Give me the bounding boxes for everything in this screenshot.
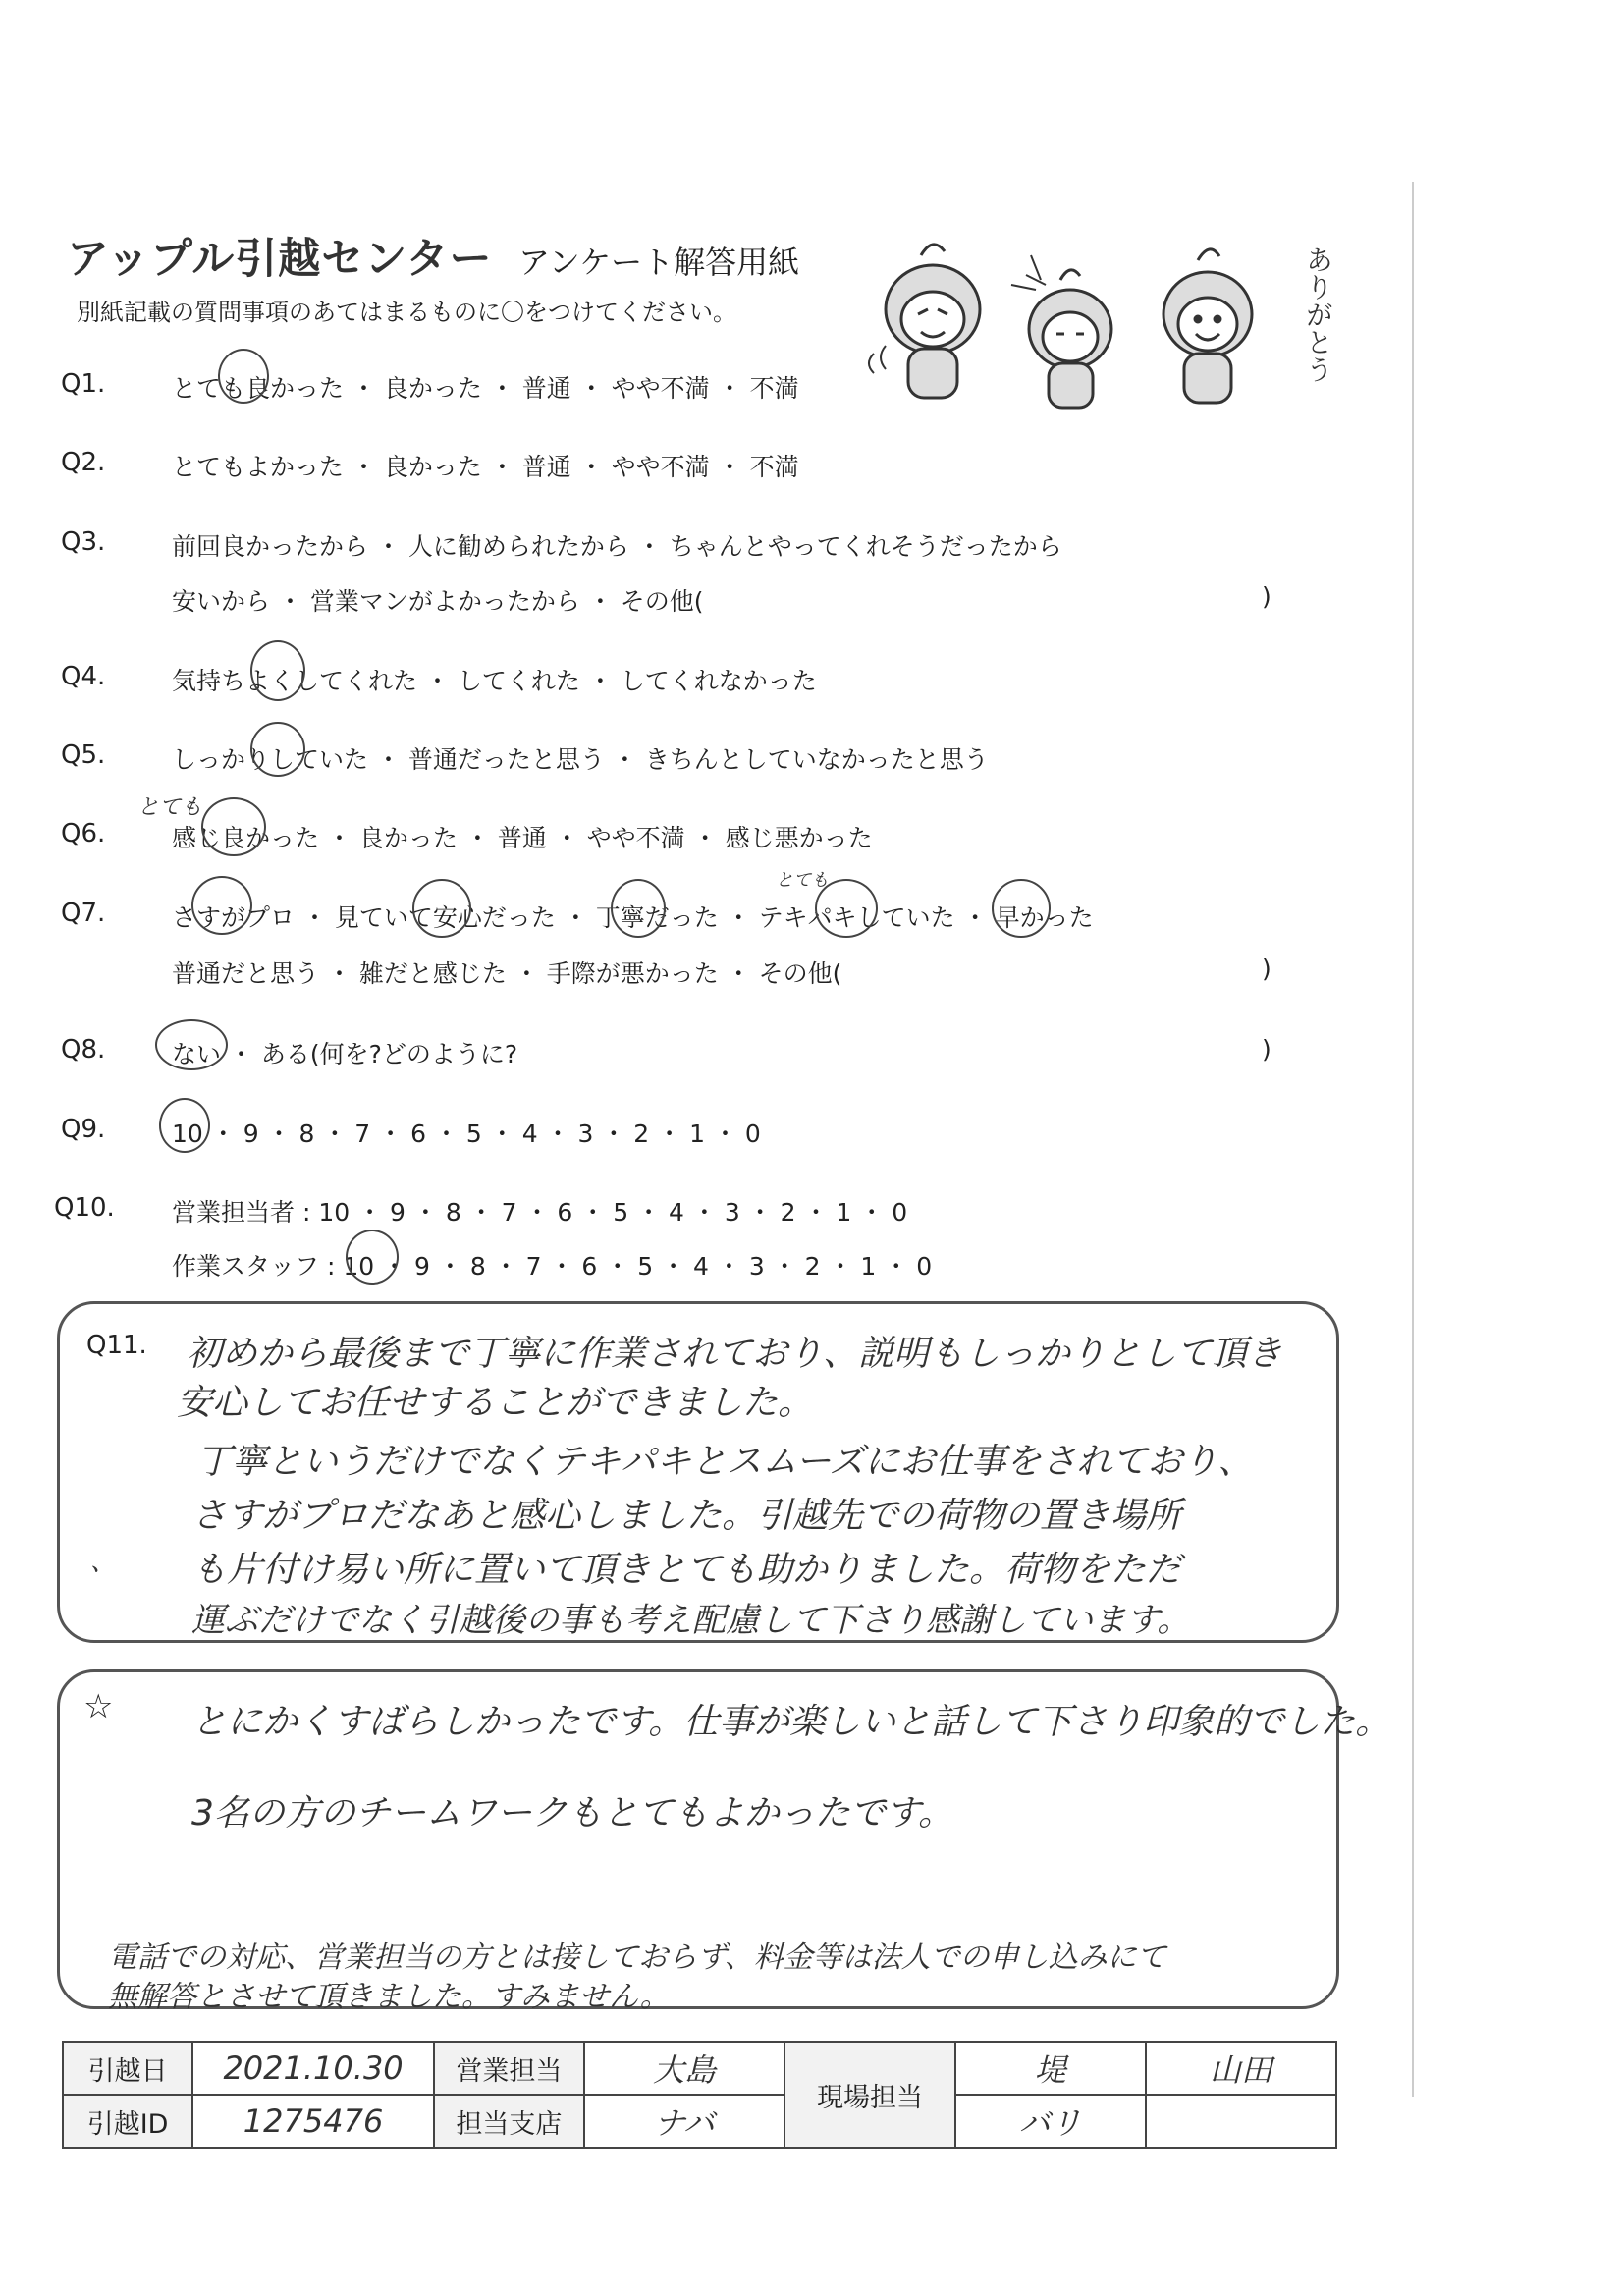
q3-label: Q3. [61, 527, 106, 557]
q11-line-4: さすがプロだなあと感心しました。引越先での荷物の置き場所 [191, 1496, 1182, 1536]
q9-options: 10 ・ 9 ・ 8 ・ 7 ・ 6 ・ 5 ・ 4 ・ 3 ・ 2 ・ 1 ・ 0 [172, 1120, 761, 1148]
site-value-empty [1146, 2095, 1336, 2148]
q7-handwritten-note: とても [776, 870, 829, 891]
q10-staff-options: 作業スタッフ : 10 ・ 9 ・ 8 ・ 7 ・ 6 ・ 5 ・ 4 ・ 3 ・ 2 ・ 1 ・ 0 [172, 1252, 933, 1281]
q3-close-paren: ) [1262, 582, 1271, 611]
sales-label: 営業担当 [434, 2042, 584, 2095]
q7-selection-mark-5 [992, 879, 1051, 938]
q8-options: ない ・ ある(何を?どのように? [172, 1040, 518, 1068]
q7-options-line2: 普通だと思う ・ 雑だと感じた ・ 手際が悪かった ・ その他( [172, 959, 842, 988]
q11-line-2: 安心してお任せすることができました。 [177, 1383, 814, 1423]
q3-options-line1: 前回良かったから ・ 人に勧められたから ・ ちゃんとやってくれそうだったから [172, 532, 1062, 561]
q8-label: Q8. [61, 1035, 106, 1065]
q6-options: 感じ良かった ・ 良かった ・ 普通 ・ やや不満 ・ 感じ悪かった [172, 824, 873, 852]
q6-selection-mark [201, 797, 266, 856]
brand-name: アップル引越センター [67, 235, 493, 284]
site-value-2: 山田 [1146, 2042, 1336, 2095]
q11-line-6: 運ぶだけでなく引越後の事も考え配慮して下さり感謝しています。 [191, 1601, 1191, 1640]
q9-selection-mark [159, 1098, 210, 1153]
q8-selection-mark [155, 1019, 228, 1070]
q4-options: 気持ちよくしてくれた ・ してくれた ・ してくれなかった [172, 667, 817, 695]
q3-options-line2: 安いから ・ 営業マンがよかったから ・ その他( [172, 587, 704, 616]
q7-selection-mark-2 [412, 879, 471, 938]
move-id-label: 引越ID [63, 2095, 192, 2148]
site-value-3: バリ [955, 2095, 1146, 2148]
q7-options-line1: さすがプロ ・ 見ていて安心だった ・ 丁寧だった ・ テキパキしていた ・ 早かった [172, 903, 1094, 932]
q6-label: Q6. [61, 819, 106, 848]
q5-label: Q5. [61, 740, 106, 770]
q2-options: とてもよかった ・ 良かった ・ 普通 ・ やや不満 ・ 不満 [172, 453, 799, 481]
q1-options: とても良かった ・ 良かった ・ 普通 ・ やや不満 ・ 不満 [172, 374, 799, 403]
move-date-label: 引越日 [63, 2042, 192, 2095]
q11-line-3: 丁寧というだけでなくテキパキとスムーズにお仕事をされており、 [196, 1442, 1254, 1482]
q11-line-5: も片付け易い所に置いて頂きとても助かりました。荷物をただ [191, 1550, 1182, 1590]
footer-info-table [62, 2041, 1337, 2149]
scan-edge-line [1412, 182, 1414, 2097]
q7-label: Q7. [61, 899, 106, 928]
q7-selection-mark-3 [611, 879, 666, 938]
free-note-line-2: 無解答とさせて頂きました。すみません。 [108, 1980, 670, 2014]
q11-label: Q11. [86, 1331, 147, 1360]
q10-label: Q10. [54, 1193, 115, 1223]
free-line-1: とにかくすばらしかったです。仕事が楽しいと話して下さり印象的でした。 [191, 1702, 1391, 1742]
q7-selection-mark-4 [815, 879, 878, 938]
q11-line-1: 初めから最後まで丁寧に作業されており、説明もしっかりとして頂き [187, 1334, 1283, 1374]
site-label: 現場担当 [784, 2042, 954, 2148]
branch-value: ナバ [584, 2095, 784, 2148]
free-note-line-1: 電話での対応、営業担当の方とは接しておらず、料金等は法人での申し込みにて [108, 1941, 1166, 1975]
q6-handwritten-note: とても [137, 795, 203, 820]
q7-selection-mark-1 [191, 876, 252, 935]
move-date-value: 2021.10.30 [192, 2042, 434, 2095]
q2-label: Q2. [61, 448, 106, 477]
form-title: アンケート解答用紙 [518, 244, 800, 281]
q8-close-paren: ) [1262, 1035, 1271, 1064]
q7-close-paren: ) [1262, 955, 1271, 983]
move-id-value: 1275476 [192, 2095, 434, 2148]
q5-selection-mark [250, 722, 305, 777]
q4-selection-mark [250, 640, 305, 701]
star-icon: ☆ [83, 1687, 114, 1726]
thanks-text: ありがとう [1302, 246, 1334, 383]
free-line-2: 3名の方のチームワークもとてもよかったです。 [191, 1793, 954, 1833]
q11-margin-mark: 、 [90, 1548, 117, 1577]
q4-label: Q4. [61, 662, 106, 691]
instruction-text: 別紙記載の質問事項のあてはまるものに〇をつけてください。 [77, 299, 736, 326]
q1-selection-mark [218, 349, 269, 404]
q5-options: しっかりしていた ・ 普通だったと思う ・ きちんとしていなかったと思う [172, 745, 989, 774]
sales-value: 大島 [584, 2042, 784, 2095]
q10-sales-options: 営業担当者 : 10 ・ 9 ・ 8 ・ 7 ・ 6 ・ 5 ・ 4 ・ 3 ・ 2 ・ 1 ・ 0 [172, 1198, 908, 1227]
q10-selection-mark [346, 1230, 399, 1285]
branch-label: 担当支店 [434, 2095, 584, 2148]
monkey-mascots-illustration [864, 236, 1316, 422]
site-value-1: 堤 [955, 2042, 1146, 2095]
q1-label: Q1. [61, 369, 106, 399]
q9-label: Q9. [61, 1115, 106, 1144]
